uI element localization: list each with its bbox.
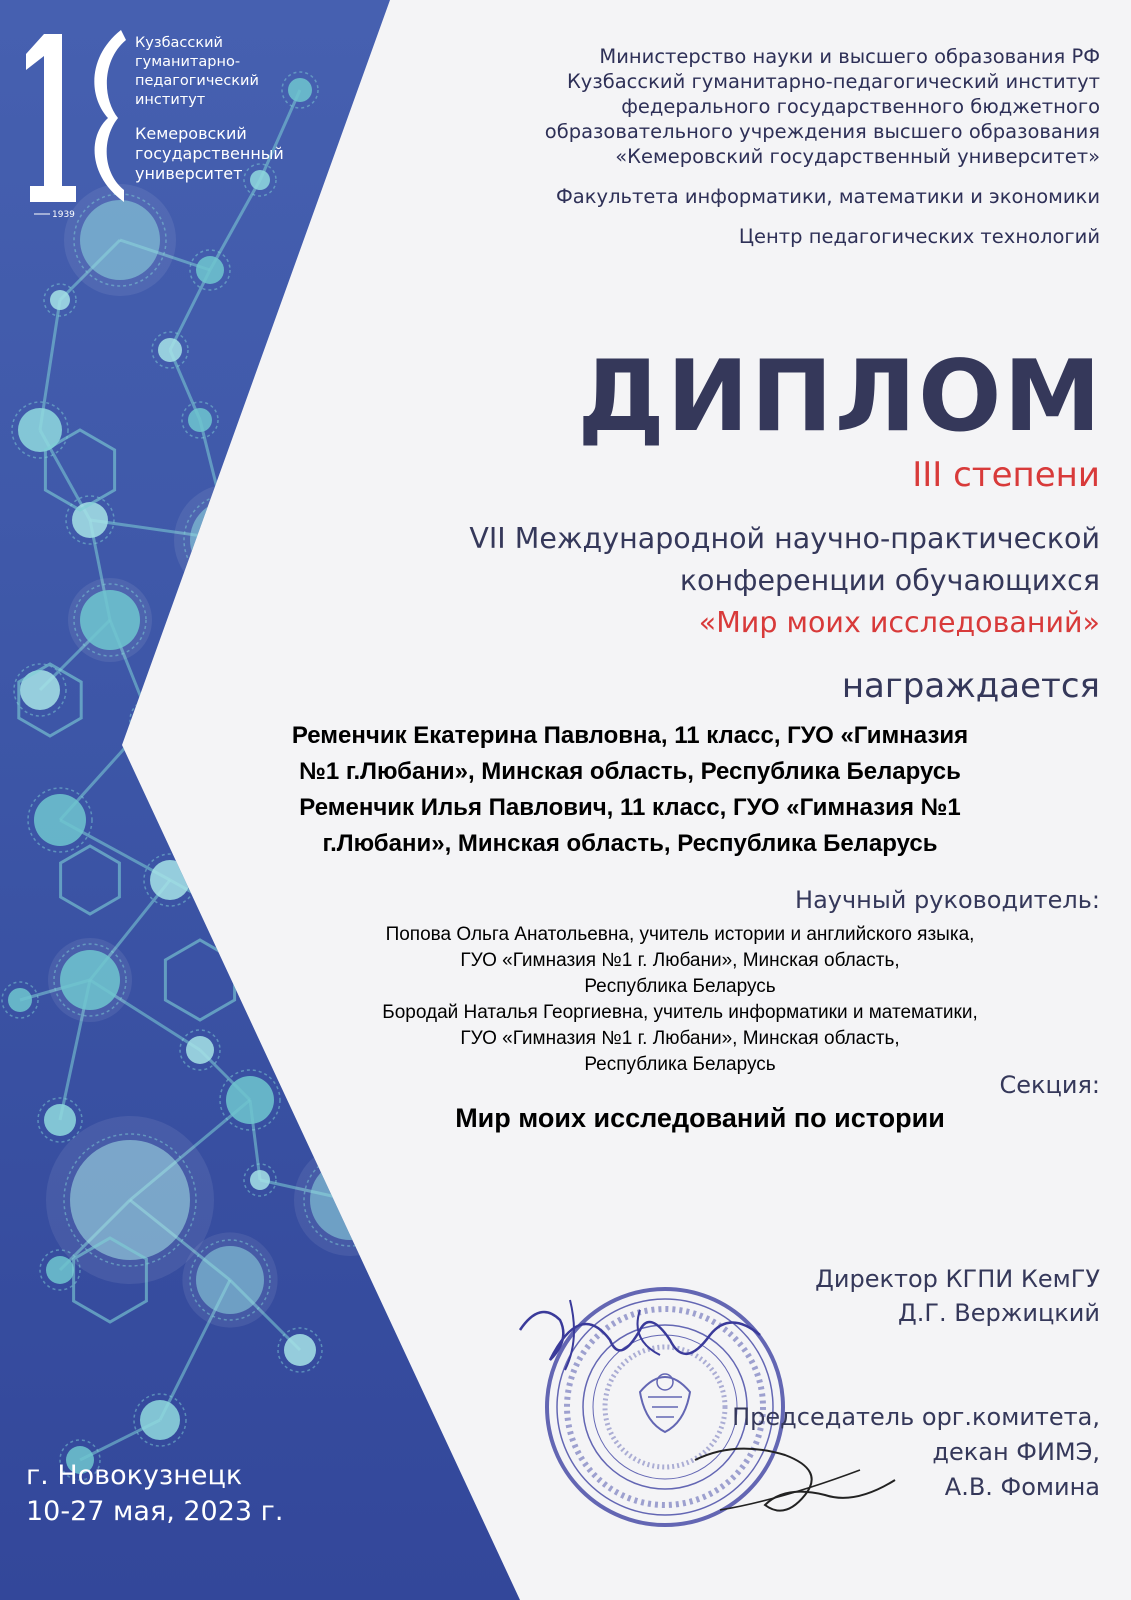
supervisor-label: Научный руководитель: — [795, 886, 1100, 914]
city: г. Новокузнецк — [26, 1460, 243, 1491]
chair-name: А.В. Фомина — [944, 1473, 1100, 1501]
logo-year: 1939 — [52, 210, 75, 220]
conference-line: конференции обучающихся — [679, 564, 1100, 597]
awardee-line: Ременчик Екатерина Павловна, 11 класс, ГУО «Гимназия — [291, 722, 969, 749]
faculty-line: Факультета информатики, математики и экономики — [556, 185, 1100, 208]
chair-position: декан ФИМЭ, — [932, 1438, 1100, 1466]
awarded-label: награждается — [841, 666, 1100, 706]
chair-title: Председатель орг.комитета, — [732, 1403, 1100, 1431]
issuer-header — [545, 44, 1100, 249]
director-title: Директор КГПИ КемГУ — [815, 1265, 1100, 1293]
center-line: Центр педагогических технологий — [738, 225, 1100, 248]
conference-name: «Мир моих исследований» — [698, 606, 1100, 639]
logo-institute-name: Кузбасский гуманитарно- педагогический институт — [135, 35, 259, 108]
dates: 10-27 мая, 2023 г. — [26, 1496, 284, 1527]
conference-line: VII Международной научно-практической — [469, 522, 1100, 555]
conference-info — [469, 518, 1100, 644]
diploma-title: ДИПЛОМ — [577, 340, 1103, 454]
ministry-line: Министерство науки и высшего образования РФ — [599, 45, 1100, 68]
awardees-list — [180, 718, 1080, 862]
institute-line: Кузбасский гуманитарно-педагогический институт — [566, 70, 1100, 93]
supervisor-line: Республика Беларусь — [584, 1054, 776, 1075]
director-name: Д.Г. Вержицкий — [898, 1299, 1100, 1327]
supervisors-list — [290, 922, 1070, 1078]
supervisor-line: ГУО «Гимназия №1 г. Любани», Минская область, — [460, 950, 900, 971]
diploma-degree: III степени — [912, 455, 1100, 495]
awardee-line: г.Любани», Минская область, Республика Беларусь — [322, 830, 938, 857]
chair-signature-icon — [690, 1430, 920, 1530]
section-label: Секция: — [999, 1071, 1100, 1099]
awardee-line: №1 г.Любани», Минская область, Республика Беларусь — [299, 758, 961, 785]
section-value: Мир моих исследований по истории — [455, 1103, 945, 1133]
director-signature-icon — [510, 1280, 810, 1390]
supervisor-line: Попова Ольга Анатольевна, учитель истории и английского языка, — [385, 924, 975, 945]
awardee-line: Ременчик Илья Павлович, 11 класс, ГУО «Гимназия №1 — [299, 794, 961, 821]
supervisor-line: Бородай Наталья Георгиевна, учитель информатики и математики, — [382, 1002, 978, 1023]
institute-line: федерального государственного бюджетного — [621, 95, 1100, 118]
supervisor-line: ГУО «Гимназия №1 г. Любани», Минская область, — [460, 1028, 900, 1049]
institute-line: образовательного учреждения высшего образования — [544, 120, 1100, 143]
place-and-date — [26, 1458, 283, 1530]
logo-university-name: Кемеровский государственный университет — [135, 124, 284, 183]
supervisor-line: Республика Беларусь — [584, 976, 776, 997]
director-signature-block — [815, 1262, 1100, 1330]
university-line: «Кемеровский государственный университет» — [615, 145, 1100, 168]
